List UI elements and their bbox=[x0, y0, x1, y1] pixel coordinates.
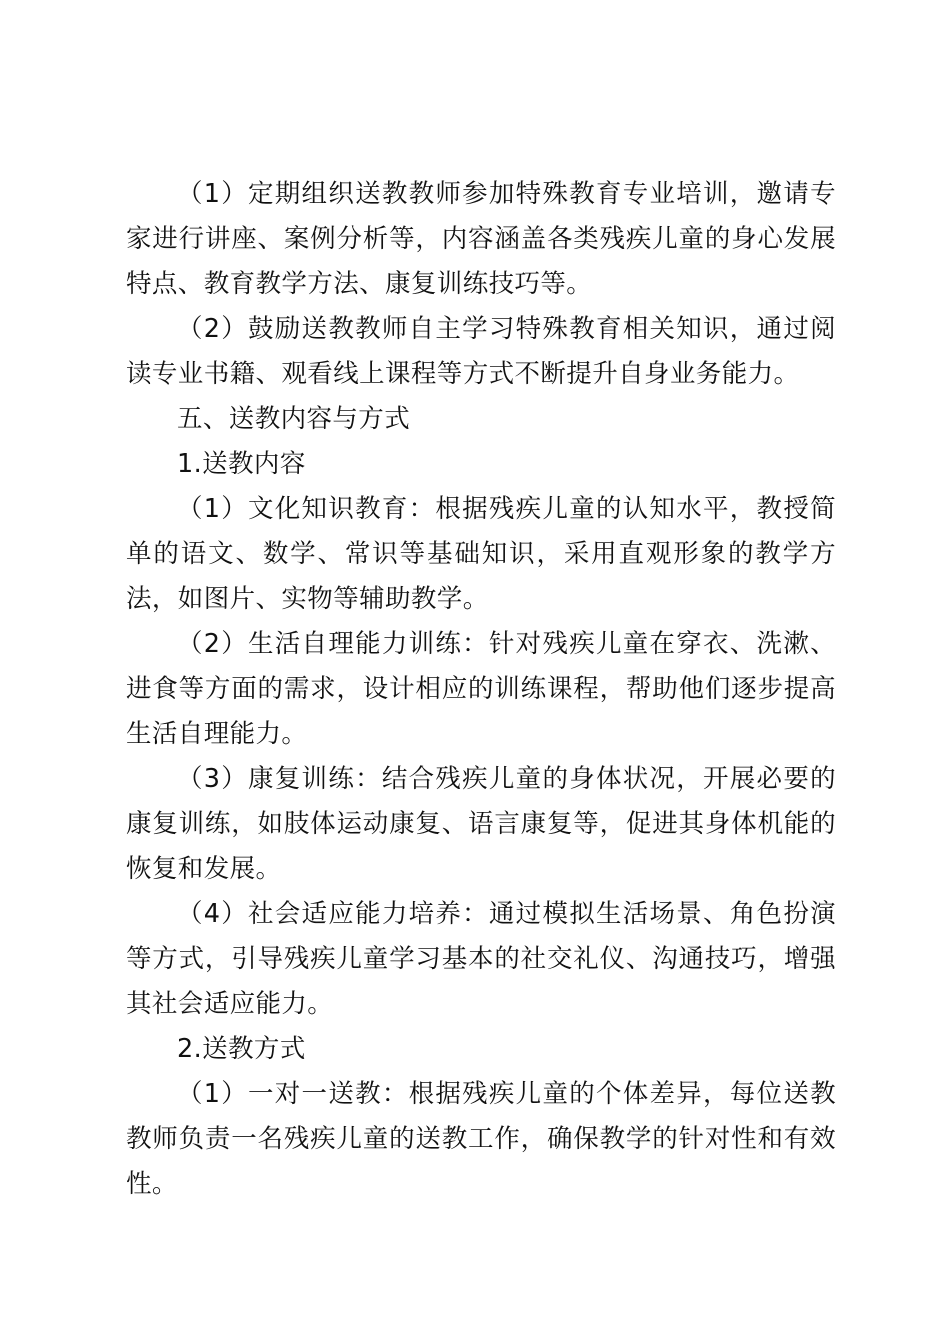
subsection-heading-methods: 2.送教方式 bbox=[177, 1034, 306, 1064]
paragraph-cultural-knowledge: （1）文化知识教育：根据残疾儿童的认知水平，教授简单的语文、数学、常识等基础知识，采用直观形象的教学方法，如图片、实物等辅助教学。 bbox=[126, 494, 836, 614]
paragraph-self-care-training: （2）生活自理能力训练：针对残疾儿童在穿衣、洗漱、进食等方面的需求，设计相应的训练课程，帮助他们逐步提高生活自理能力。 bbox=[126, 629, 836, 749]
subsection-heading-content: 1.送教内容 bbox=[177, 449, 306, 479]
paragraph-one-on-one: （1）一对一送教：根据残疾儿童的个体差异，每位送教教师负责一名残疾儿童的送教工作，确保教学的针对性和有效性。 bbox=[126, 1079, 836, 1199]
paragraph-social-adaptation: （4）社会适应能力培养：通过模拟生活场景、角色扮演等方式，引导残疾儿童学习基本的社交礼仪、沟通技巧，增强其社会适应能力。 bbox=[126, 899, 836, 1019]
paragraph-training-regular: （1）定期组织送教教师参加特殊教育专业培训，邀请专家进行讲座、案例分析等，内容涵盖各类残疾儿童的身心发展特点、教育教学方法、康复训练技巧等。 bbox=[126, 179, 836, 299]
paragraph-training-self-study: （2）鼓励送教教师自主学习特殊教育相关知识，通过阅读专业书籍、观看线上课程等方式不断提升自身业务能力。 bbox=[126, 314, 836, 389]
section-heading-content-and-methods: 五、送教内容与方式 bbox=[177, 404, 411, 434]
paragraph-rehabilitation: （3）康复训练：结合残疾儿童的身体状况，开展必要的康复训练，如肢体运动康复、语言康复等，促进其身体机能的恢复和发展。 bbox=[126, 764, 836, 884]
document-page bbox=[126, 172, 836, 1207]
